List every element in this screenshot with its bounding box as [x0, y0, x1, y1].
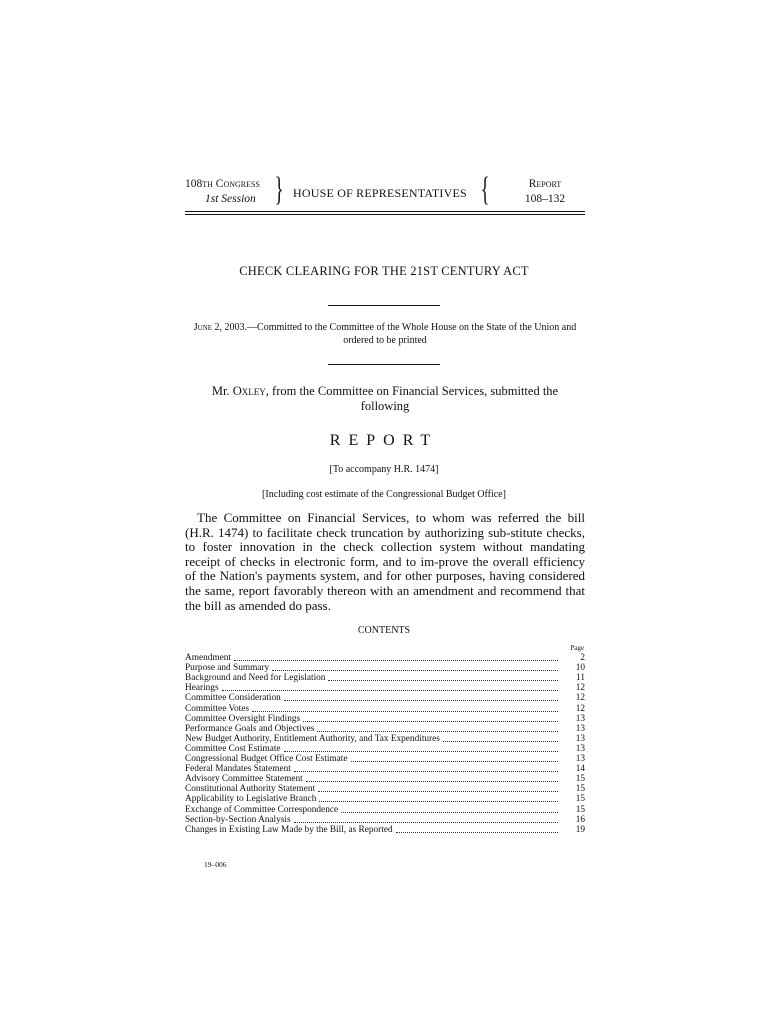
toc-entry-page: 15 — [575, 784, 585, 795]
report-header — [185, 171, 585, 209]
toc-entry-label: Applicability to Legislative Branch — [185, 794, 317, 805]
toc-row — [185, 804, 585, 814]
toc-entry-label: Constitutional Authority Statement — [185, 784, 316, 795]
toc-entry-page: 2 — [580, 653, 585, 664]
toc-leader-dots — [284, 751, 558, 752]
toc-row — [185, 683, 585, 693]
congress-number: 108 — [185, 178, 203, 190]
toc-leader-dots — [303, 721, 558, 722]
body-paragraph: The Committee on Financial Services, to whom was referred the bill (H.R. 1474) to facilitate check truncation by authorizing sub-stitute checks, to foster innovation in the check collection system without mandating receipt of checks in electronic form, and to im-prove the overall efficiency of the Nation's payments system, and for other purposes, having considered the same, report favorably thereon with an amendment and recommend that the bill as amended do pass. — [185, 510, 585, 613]
toc-leader-dots — [306, 781, 558, 782]
toc-entry-page: 19 — [575, 824, 585, 835]
toc-leader-dots — [234, 660, 558, 661]
toc-entry-label: Congressional Budget Office Cost Estimate — [185, 754, 348, 765]
header-rule-bottom — [185, 214, 585, 215]
toc-row — [185, 774, 585, 784]
congress-suffix: th Congress — [202, 178, 260, 190]
toc-entry-label: Committee Consideration — [185, 693, 281, 704]
toc-entry-page: 12 — [575, 703, 585, 714]
toc-leader-dots — [317, 731, 558, 732]
toc-entry-label: Federal Mandates Statement — [185, 764, 291, 775]
toc-entry-label: Committee Cost Estimate — [185, 743, 281, 754]
document-title: CHECK CLEARING FOR THE 21ST CENTURY ACT — [239, 264, 529, 278]
toc-entry-label: Exchange of Committee Correspondence — [185, 804, 339, 815]
toc-row — [185, 754, 585, 764]
toc-row — [185, 825, 585, 835]
toc-row — [185, 653, 585, 663]
toc-leader-dots — [328, 680, 558, 681]
toc-entry-page: 11 — [576, 673, 585, 684]
toc-entry-page: 16 — [575, 814, 585, 825]
toc-entry-label: Section-by-Section Analysis — [185, 814, 291, 825]
toc-entry-page: 14 — [575, 764, 585, 775]
toc-entry-label: Purpose and Summary — [185, 663, 270, 674]
report-heading: REPORT — [329, 432, 439, 449]
toc-entry-page: 15 — [575, 794, 585, 805]
committed-month: June — [193, 322, 213, 333]
toc-entry-page: 13 — [575, 733, 585, 744]
right-brace-icon: } — [274, 171, 284, 208]
toc-entry-label: New Budget Authority, Entitlement Authority, and Tax Expenditures — [185, 733, 440, 744]
session-line: 1st Session — [205, 193, 256, 205]
chamber-name: HOUSE OF REPRESENTATIVES — [293, 186, 467, 200]
accompany-note: [To accompany H.R. 1474] — [329, 464, 439, 475]
page-column-label: Page — [570, 644, 584, 652]
toc-row — [185, 764, 585, 774]
toc-leader-dots — [222, 690, 558, 691]
toc-entry-label: Amendment — [185, 653, 231, 664]
divider-rule — [328, 305, 440, 306]
toc-entry-page: 13 — [575, 723, 585, 734]
submitted-text: , from the Committee on Financial Services, submitted the following — [265, 384, 559, 413]
toc-row — [185, 794, 585, 804]
contents-heading: CONTENTS — [357, 625, 411, 636]
divider-rule — [328, 364, 440, 365]
congress-session-block — [185, 177, 275, 207]
toc-leader-dots — [319, 801, 558, 802]
toc-leader-dots — [396, 832, 558, 833]
toc-entry-label: Advisory Committee Statement — [185, 774, 303, 785]
toc-leader-dots — [351, 761, 558, 762]
toc-entry-page: 10 — [575, 663, 585, 674]
toc-row — [185, 724, 585, 734]
toc-row — [185, 673, 585, 683]
committed-notice — [190, 321, 580, 347]
report-number-block — [505, 177, 585, 207]
toc-row — [185, 663, 585, 673]
toc-leader-dots — [443, 741, 558, 742]
toc-leader-dots — [294, 771, 558, 772]
header-rule-top — [185, 211, 585, 212]
toc-row — [185, 815, 585, 825]
toc-row — [185, 744, 585, 754]
toc-entry-label: Changes in Existing Law Made by the Bill, as Reported — [185, 824, 393, 835]
committed-text: 2, 2003.—Committed to the Committee of the Whole House on the State of the Union and ordered to be printed — [212, 322, 577, 346]
report-number: 108–132 — [524, 193, 566, 205]
toc-leader-dots — [252, 711, 558, 712]
toc-entry-page: 13 — [575, 754, 585, 765]
cost-estimate-note: [Including cost estimate of the Congressional Budget Office] — [262, 489, 506, 500]
left-brace-icon: { — [480, 171, 490, 208]
toc-row — [185, 734, 585, 744]
toc-leader-dots — [272, 670, 558, 671]
toc-entry-page: 15 — [575, 804, 585, 815]
submitter-name: Oxley — [232, 384, 266, 398]
submitter-prefix: Mr. — [211, 384, 233, 398]
toc-entry-label: Performance Goals and Objectives — [185, 723, 315, 734]
toc-entry-page: 15 — [575, 774, 585, 785]
toc-entry-page: 12 — [575, 683, 585, 694]
table-of-contents — [185, 653, 585, 835]
toc-leader-dots — [341, 812, 558, 813]
toc-entry-page: 12 — [575, 693, 585, 704]
toc-entry-label: Committee Oversight Findings — [185, 713, 301, 724]
report-label: Report — [528, 178, 562, 190]
footer-code: 19–006 — [204, 860, 227, 869]
toc-leader-dots — [294, 822, 558, 823]
submitted-statement — [200, 384, 570, 414]
toc-entry-label: Committee Votes — [185, 703, 249, 714]
toc-entry-label: Hearings — [185, 683, 219, 694]
toc-entry-label: Background and Need for Legislation — [185, 673, 326, 684]
toc-row — [185, 784, 585, 794]
toc-entry-page: 13 — [575, 713, 585, 724]
toc-row — [185, 693, 585, 703]
toc-row — [185, 714, 585, 724]
toc-leader-dots — [284, 700, 558, 701]
toc-entry-page: 13 — [575, 743, 585, 754]
toc-leader-dots — [318, 791, 558, 792]
toc-row — [185, 703, 585, 713]
congress-line — [185, 177, 275, 192]
